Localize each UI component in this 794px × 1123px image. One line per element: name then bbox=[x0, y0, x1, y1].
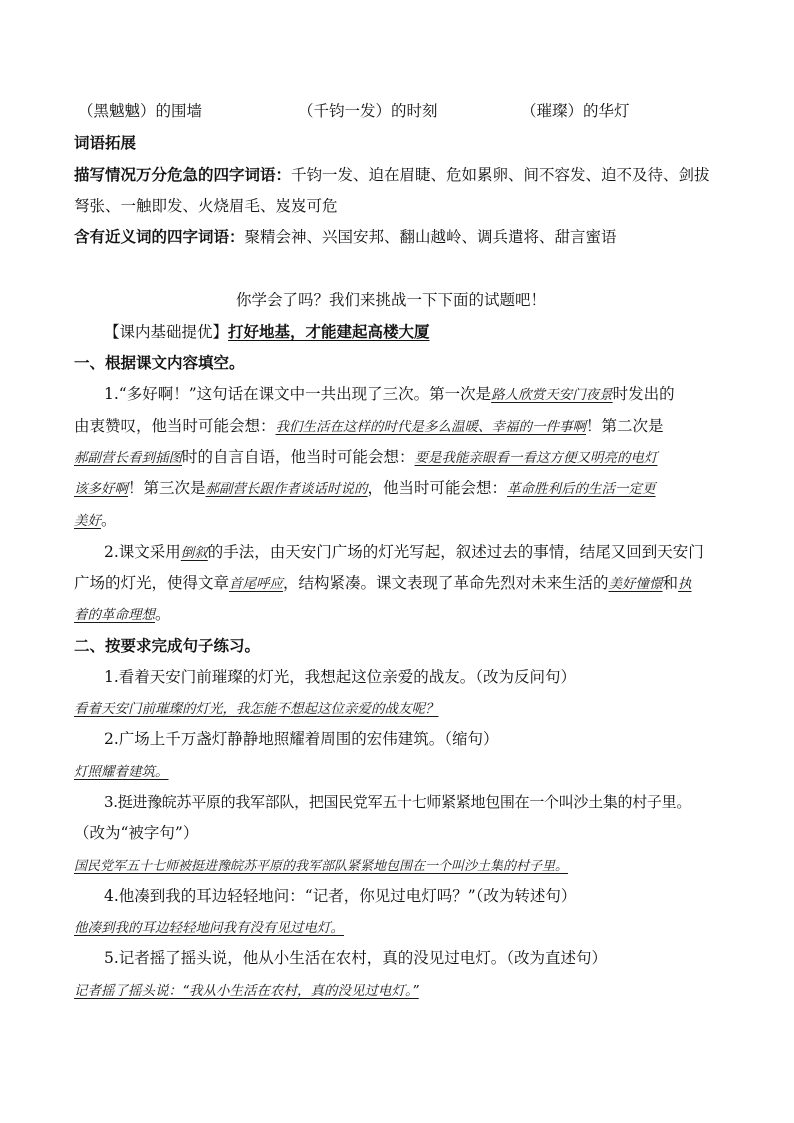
p1q1-text: ！第三次是 bbox=[128, 479, 206, 497]
p1q1-answer: 路人欣赏天安门夜景 bbox=[491, 387, 613, 403]
p1q1-answer: 郝副营长看到插图 bbox=[74, 450, 182, 466]
p2q2-answer: 灯照耀着建筑。 bbox=[74, 764, 169, 780]
banner-bracket: 【课内基础提优】 bbox=[104, 323, 229, 341]
p1q2-text: ，结构紧凑。课文表现了革命先烈对未来生活的 bbox=[283, 574, 609, 592]
p1q1-line1 bbox=[104, 384, 675, 405]
p1q2-text: 。 bbox=[155, 605, 171, 623]
p1q1-answer: 郝副营长跟作者谈话时说的 bbox=[205, 481, 368, 497]
p2q3-question: 3.挺进豫皖苏平原的我军部队，把国民党军五十七师紧紧地包围在一个叫沙土集的村子里。 bbox=[104, 793, 692, 811]
p2q4-question: 4.他凑到我的耳边轻轻地问：“记者，你见过电灯吗？”（改为转述句） bbox=[104, 887, 577, 905]
vocab-item-3: （璀璨）的华灯 bbox=[521, 102, 630, 120]
p1q1-answer: 该多好啊 bbox=[74, 481, 128, 497]
p1q1-text: ！第二次是 bbox=[586, 417, 664, 435]
p1q2-line1 bbox=[104, 542, 704, 563]
expansion-text-1: 千钧一发、迫在眉睫、危如累卵、间不容发、迫不及待、剑拔 bbox=[291, 166, 710, 184]
p1q2-answer: 执 bbox=[678, 576, 692, 592]
p2q2-answer-line bbox=[74, 761, 169, 782]
p1q1-text: 时发出的 bbox=[612, 385, 675, 403]
expansion-label-1: 描写情况万分危急的四字词语： bbox=[74, 165, 292, 184]
p1q1-answer: 我们生活在这样的时代是多么温暖、幸福的一件事啊 bbox=[275, 419, 587, 435]
p1q2-line3 bbox=[74, 604, 171, 625]
p1q2-answer: 美好憧憬 bbox=[608, 576, 663, 592]
p1q2-answer: 倒叙 bbox=[180, 545, 208, 561]
p2q1-question: 1.看着天安门前璀璨的灯光，我想起这位亲爱的战友。（改为反问句） bbox=[104, 668, 577, 686]
part2-heading: 二、按要求完成句子练习。 bbox=[74, 636, 261, 655]
p1q1-text: 。 bbox=[101, 511, 117, 529]
p1q1-text: 1.“多好啊！”这句话在课文中一共出现了三次。第一次是 bbox=[104, 385, 492, 403]
p2q2-question: 2.广场上千万盏灯静静地照耀着周围的宏伟建筑。（缩句） bbox=[104, 730, 499, 748]
p1q1-line4 bbox=[74, 478, 656, 499]
p1q2-text: 2.课文采用 bbox=[104, 543, 181, 561]
p2q3-answer: 国民党军五十七师被挺进豫皖苏平原的我军部队紧紧地包围在一个叫沙土集的村子里。 bbox=[74, 859, 569, 874]
expansion-text-3: 聚精会神、兴国安邦、翻山越岭、调兵遣将、甜言蜜语 bbox=[244, 228, 617, 246]
vocab-item-1: （黑魆魆）的围墙 bbox=[78, 102, 203, 120]
p2q1-answer-line bbox=[74, 698, 439, 719]
p1q2-text: 和 bbox=[662, 574, 679, 592]
challenge-text: 你学会了吗？我们来挑战一下下面的试题吧！ bbox=[236, 291, 547, 309]
expansion-line-1 bbox=[74, 165, 710, 185]
p1q1-line5 bbox=[74, 510, 117, 531]
expansion-line-2: 弩张、一触即发、火烧眉毛、岌岌可危 bbox=[74, 197, 338, 215]
p1q2-answer: 着的革命理想 bbox=[74, 607, 155, 623]
expansion-label-3: 含有近义词的四字词语： bbox=[74, 227, 245, 246]
p2q5-answer: 记者摇了摇头说：“我从小生活在农村，真的没见过电灯。” bbox=[74, 983, 419, 999]
p1q1-answer: 要是我能亲眼看一看这方便又明亮的电灯 bbox=[414, 450, 658, 466]
section-banner bbox=[104, 322, 430, 342]
p1q1-text: 由衷赞叹，他当时可能会想： bbox=[74, 417, 276, 435]
p1q2-text: 的手法，由天安门广场的灯光写起，叙述过去的事情，结尾又回到天安门 bbox=[207, 543, 704, 561]
p1q1-answer: 革命胜利后的生活一定更 bbox=[507, 481, 656, 497]
p1q1-text: ，他当时可能会想： bbox=[367, 479, 508, 497]
p2q5-question: 5.记者摇了摇头说，他从小生活在农村，真的没见过电灯。（改为直述句） bbox=[104, 949, 608, 967]
vocab-item-2: （千钧一发）的时刻 bbox=[298, 102, 438, 120]
p1q1-text: 时的自言自语，他当时可能会想： bbox=[182, 448, 415, 466]
p1q1-line2 bbox=[74, 416, 664, 437]
p1q2-text: 广场的灯光，使得文章 bbox=[74, 574, 230, 592]
p2q4-answer: 他凑到我的耳边轻轻地问我有没有见过电灯。 bbox=[74, 920, 344, 936]
part1-heading: 一、根据课文内容填空。 bbox=[74, 353, 245, 372]
p2q4-answer-line bbox=[74, 917, 344, 938]
expansion-line-3 bbox=[74, 227, 617, 247]
p2q1-answer: 看着天安门前璀璨的灯光，我怎能不想起这位亲爱的战友呢？ bbox=[74, 701, 439, 717]
p2q5-answer-line bbox=[74, 980, 419, 1001]
p2q3-question-cont: （改为“被字句”） bbox=[74, 824, 199, 842]
p1q1-answer: 美好 bbox=[74, 513, 101, 529]
p1q2-line2 bbox=[74, 573, 692, 594]
expansion-heading: 词语拓展 bbox=[74, 133, 137, 152]
p1q2-answer: 首尾呼应 bbox=[229, 576, 284, 592]
p1q1-line3 bbox=[74, 447, 658, 468]
p2q3-answer-line bbox=[74, 855, 568, 877]
banner-slogan: 打好地基，才能建起高楼大厦 bbox=[228, 322, 430, 341]
